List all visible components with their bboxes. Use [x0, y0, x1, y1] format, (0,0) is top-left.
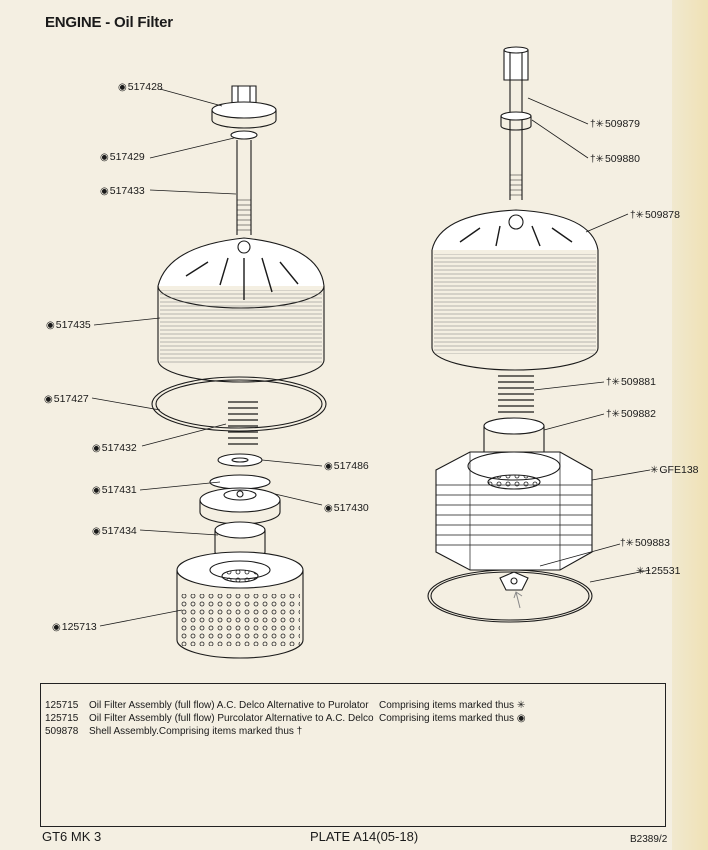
label-517433: ◉517433 — [100, 185, 145, 197]
right-seal-509883 — [500, 572, 528, 590]
right-spring-509881 — [498, 376, 534, 412]
label-517432: ◉517432 — [92, 442, 137, 454]
left-seal-ring-517427 — [152, 377, 326, 431]
right-element-GFE138 — [436, 452, 592, 570]
footer-code: B2389/2 — [630, 834, 668, 845]
label-509878: †✳509878 — [630, 209, 680, 221]
left-washer-517486 — [218, 454, 262, 466]
left-washer-517429 — [231, 131, 257, 139]
label-509883: †✳509883 — [620, 537, 670, 549]
label-GFE138: ✳GFE138 — [650, 464, 699, 476]
label-509881: †✳509881 — [606, 376, 656, 388]
table-row: 125715 Oil Filter Assembly (full flow) Purcolator Alternative to A.C. Delco Comprising items marked thus ◉ — [45, 713, 526, 724]
left-bolt-shaft — [237, 140, 251, 235]
right-washer-509879 — [501, 112, 531, 130]
label-517430: ◉517430 — [324, 502, 369, 514]
left-housing-517435 — [158, 238, 324, 382]
label-517427: ◉517427 — [44, 393, 89, 405]
table-row: 125715 Oil Filter Assembly (full flow) A.C. Delco Alternative to Purolator Comprising items marked thus ✳ — [45, 700, 526, 711]
left-spring-517432 — [228, 402, 258, 444]
right-bolt-head — [504, 47, 528, 80]
label-125531: ✳125531 — [636, 565, 681, 577]
page-title: ENGINE - Oil Filter — [45, 14, 173, 31]
table-row: 509878 Shell Assembly.Comprising items marked thus † — [45, 726, 303, 737]
left-valve-517430 — [200, 488, 280, 524]
label-517435: ◉517435 — [46, 319, 91, 331]
parts-table — [40, 683, 666, 827]
footer-model: GT6 MK 3 — [42, 829, 102, 844]
right-bolt-shaft — [510, 80, 522, 200]
label-517434: ◉517434 — [92, 525, 137, 537]
label-125713: ◉125713 — [52, 621, 97, 633]
label-517428: ◉517428 — [118, 81, 163, 93]
left-element-125713 — [177, 552, 303, 658]
label-517429: ◉517429 — [100, 151, 145, 163]
label-509882: †✳509882 — [606, 408, 656, 420]
label-517486: ◉517486 — [324, 460, 369, 472]
label-517431: ◉517431 — [92, 484, 137, 496]
label-509880: †✳509880 — [590, 153, 640, 165]
right-housing-509878 — [432, 210, 598, 370]
label-509879: †✳509879 — [590, 118, 640, 130]
footer-plate: PLATE A14(05-18) — [310, 829, 419, 844]
